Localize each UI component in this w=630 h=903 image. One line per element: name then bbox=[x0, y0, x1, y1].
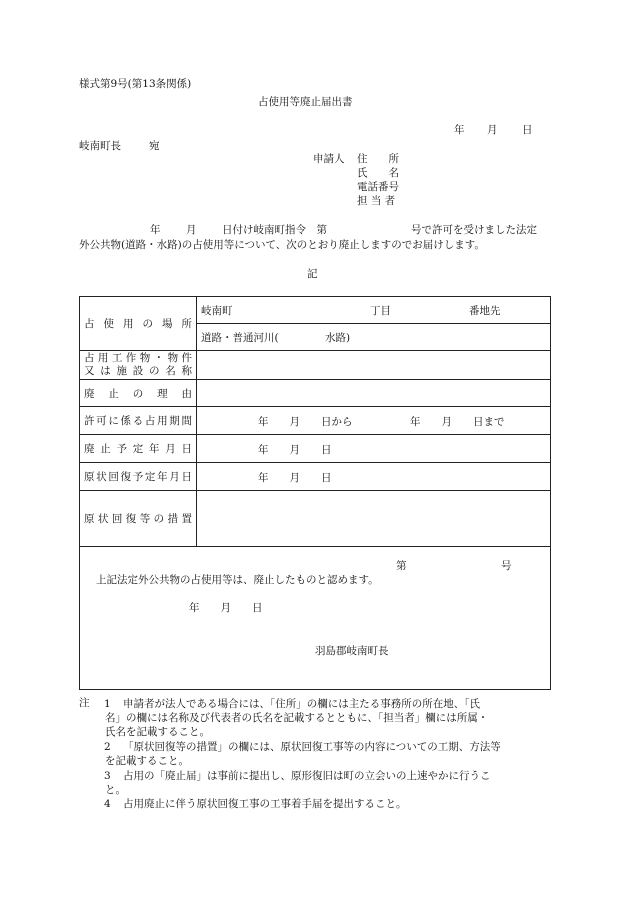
chome-label: 丁目 bbox=[370, 305, 391, 317]
note-3-line1: 占用の「廃止届」は事前に提出し、原形復旧は町の立会いの上速やかに行うこ bbox=[123, 770, 491, 782]
reason-label-cell bbox=[80, 380, 197, 407]
facility-label-1: 占用工作物・物件 bbox=[84, 352, 192, 364]
location-label-cell bbox=[80, 297, 197, 351]
town-label: 岐南町 bbox=[201, 305, 233, 317]
applicant-name-label: 氏 名 bbox=[357, 167, 399, 179]
form-table bbox=[79, 296, 551, 690]
addressee-suffix: 宛 bbox=[149, 140, 160, 152]
document-title: 占使用等廃止届出書 bbox=[258, 96, 353, 108]
notes-prefix: 注 bbox=[79, 697, 90, 709]
note-3-line2: と。 bbox=[105, 784, 126, 796]
note-1-num: 1 bbox=[104, 698, 111, 710]
note-3-num: 3 bbox=[104, 770, 111, 782]
note-4 bbox=[79, 797, 554, 811]
cert-go: 号 bbox=[501, 560, 512, 572]
addressee: 岐南町長 bbox=[79, 140, 121, 152]
facility-label-cell bbox=[80, 351, 197, 380]
banchi-label: 番地先 bbox=[469, 305, 501, 317]
note-2-line2: を記載すること。 bbox=[105, 755, 189, 767]
ki-mark: 記 bbox=[307, 268, 318, 280]
facility-value-cell[interactable] bbox=[197, 351, 551, 380]
road-label: 道路・普通河川( bbox=[201, 332, 279, 344]
certificate-cell bbox=[80, 547, 551, 690]
restore-date: 年 月 日 bbox=[258, 471, 332, 484]
note-2-num: 2 bbox=[104, 741, 111, 753]
restore-measure-label-cell bbox=[80, 491, 197, 547]
restore-date-label-cell bbox=[80, 463, 197, 491]
location-town-cell[interactable] bbox=[197, 297, 551, 324]
cert-date: 年 月 日 bbox=[189, 602, 263, 614]
note-1-line2: 名」の欄には名称及び代表者の氏名を記載するとともに、「担当者」欄には所属・ bbox=[105, 712, 489, 724]
note-4-line1: 占用廃止に伴う原状回復工事の工事着手届を提出すること。 bbox=[123, 798, 407, 810]
certificate-block bbox=[80, 547, 550, 689]
period-from: 年 月 日から bbox=[258, 415, 353, 428]
facility-label-2: 又は施設の名称 bbox=[84, 365, 192, 377]
date-month: 月 bbox=[487, 124, 498, 136]
applicant-phone-label: 電話番号 bbox=[357, 181, 399, 193]
reason-label: 廃止の理由 bbox=[84, 387, 192, 400]
date-year: 年 bbox=[454, 124, 465, 136]
date-day: 日 bbox=[522, 124, 533, 136]
body-permit: 号で許可を受けました法定 bbox=[411, 224, 537, 236]
body-year: 年 bbox=[150, 224, 161, 236]
restore-measure-value-cell[interactable] bbox=[197, 491, 551, 547]
planned-label: 廃止予定年月日 bbox=[84, 443, 192, 455]
location-label: 占 使 用 の 場 所 bbox=[84, 318, 192, 330]
planned-date: 年 月 日 bbox=[258, 443, 332, 456]
period-label: 許可に係る占用期間 bbox=[84, 415, 192, 427]
restore-date-label: 原状回復予定年月日 bbox=[84, 471, 192, 483]
cert-text: 上記法定外公共物の占使用等は、廃止したものと認めます。 bbox=[96, 574, 379, 586]
restore-measure-label: 原状回復等の措置 bbox=[84, 513, 192, 525]
applicant-label: 申請人 bbox=[313, 153, 345, 165]
suiro-label: 水路) bbox=[325, 332, 351, 344]
cert-dai: 第 bbox=[396, 560, 407, 572]
planned-value-cell[interactable] bbox=[197, 435, 551, 463]
planned-label-cell bbox=[80, 435, 197, 463]
note-1-line3: 氏名を記載すること。 bbox=[105, 726, 210, 738]
body-month: 月 bbox=[186, 224, 197, 236]
note-2-line1: 「原状回復等の措置」の欄には、原状回復工事等の内容についての工期、方法等 bbox=[123, 741, 501, 753]
note-4-num: 4 bbox=[104, 798, 111, 810]
note-3 bbox=[79, 769, 554, 797]
reason-value-cell[interactable] bbox=[197, 380, 551, 407]
form-number: 様式第9号(第13条関係) bbox=[79, 78, 192, 90]
cert-signer: 羽島郡岐南町長 bbox=[315, 645, 389, 657]
location-road-cell[interactable] bbox=[197, 324, 551, 351]
body-directive: 日付け岐南町指令 第 bbox=[222, 224, 327, 236]
period-label-cell bbox=[80, 407, 197, 435]
restore-date-value-cell[interactable] bbox=[197, 463, 551, 491]
period-to: 年 月 日まで bbox=[410, 415, 505, 428]
note-1-line1: 申請者が法人である場合には、「住所」の欄には主たる事務所の所在地、「氏 bbox=[123, 698, 480, 710]
applicant-contact-label: 担 当 者 bbox=[357, 195, 396, 207]
body-line2: 外公共物(道路・水路)の占使用等について、次のとおり廃止しますのでお届けします。 bbox=[79, 239, 485, 251]
note-2 bbox=[79, 740, 554, 768]
applicant-address-label: 住 所 bbox=[357, 153, 399, 165]
period-value-cell[interactable] bbox=[197, 407, 551, 435]
note-1 bbox=[79, 697, 554, 739]
